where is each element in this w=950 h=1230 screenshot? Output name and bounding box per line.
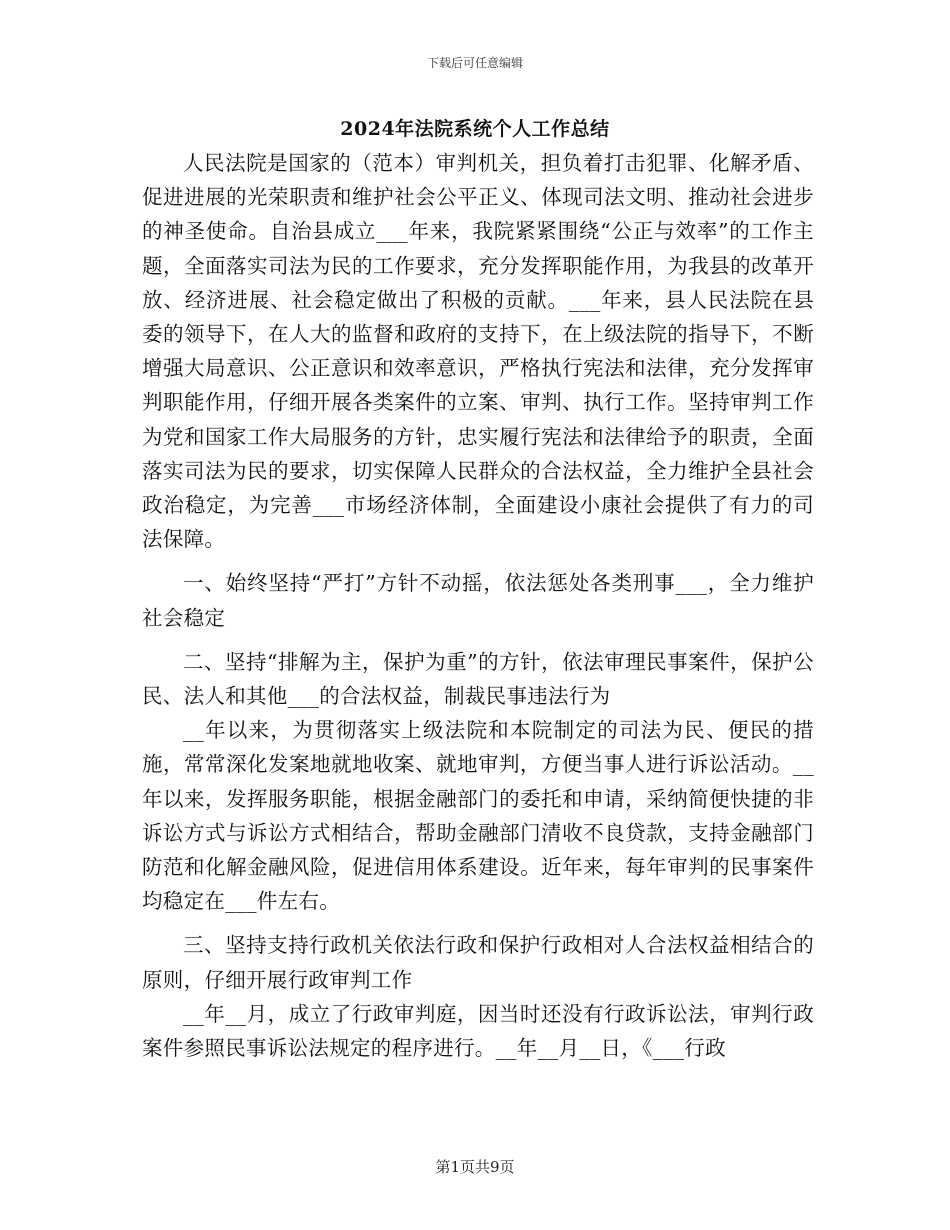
paragraph-civil-cases: __年以来，为贯彻落实上级法院和本院制定的司法为民、便民的措施，常常深化发案地就地收案、就地审判，方便当事人进行诉讼活动。__年以来，发挥服务职能，根据金融部门的委托和申请，采纳简便快捷的非诉讼方式与诉讼方式相结合，帮助金融部门清收不良贷款，支持金融部门防范和化解金融风险，促进信用体系建设。近年来，每年审判的民事案件均稳定在___件左右。 — [142, 718, 814, 914]
paragraph-intro: 人民法院是国家的（范本）审判机关，担负着打击犯罪、化解矛盾、促进进展的光荣职责和维护社会公平正义、体现司法文明、推动社会进步的神圣使命。自治县成立___年来，我院紧紧围绕“公正与效率”的工作主题，全面落实司法为民的工作要求，充分发挥职能作用，为我县的改革开放、经济进展、社会稳定做出了积极的贡献。___年来，县人民法院在县委的领导下，在人大的监督和政府的支持下，在上级法院的指导下，不断增强大局意识、公正意识和效率意识，严格执行宪法和法律，充分发挥审判职能作用，仔细开展各类案件的立案、审判、执行工作。坚持审判工作为党和国家工作大局服务的方针，忠实履行宪法和法律给予的职责，全面落实司法为民的要求，切实保障人民群众的合法权益，全力维护全县社会政治稳定，为完善___市场经济体制，全面建设小康社会提供了有力的司法保障。 — [142, 151, 814, 552]
section-heading-2: 二、坚持“排解为主，保护为重”的方针，依法审理民事案件，保护公民、法人和其他___的合法权益，制裁民事违法行为 — [142, 649, 814, 709]
section-heading-3: 三、坚持支持行政机关依法行政和保护行政相对人合法权益相结合的原则，仔细开展行政审判工作 — [142, 933, 814, 992]
document-title: 2024年法院系统个人工作总结 — [340, 118, 610, 140]
section-heading-1: 一、始终坚持“严打”方针不动摇，依法惩处各类刑事___，全力维护社会稳定 — [142, 571, 814, 630]
document-body — [142, 146, 814, 1065]
page-header-note: 下载后可任意编辑 — [426, 56, 523, 70]
page-number: 第1页共9页 — [435, 1158, 515, 1176]
paragraph-administrative: __年__月，成立了行政审判庭，因当时还没有行政诉讼法，审判行政案件参照民事诉讼法规定的程序进行。__年__月__日，《___行政 — [142, 1001, 814, 1061]
